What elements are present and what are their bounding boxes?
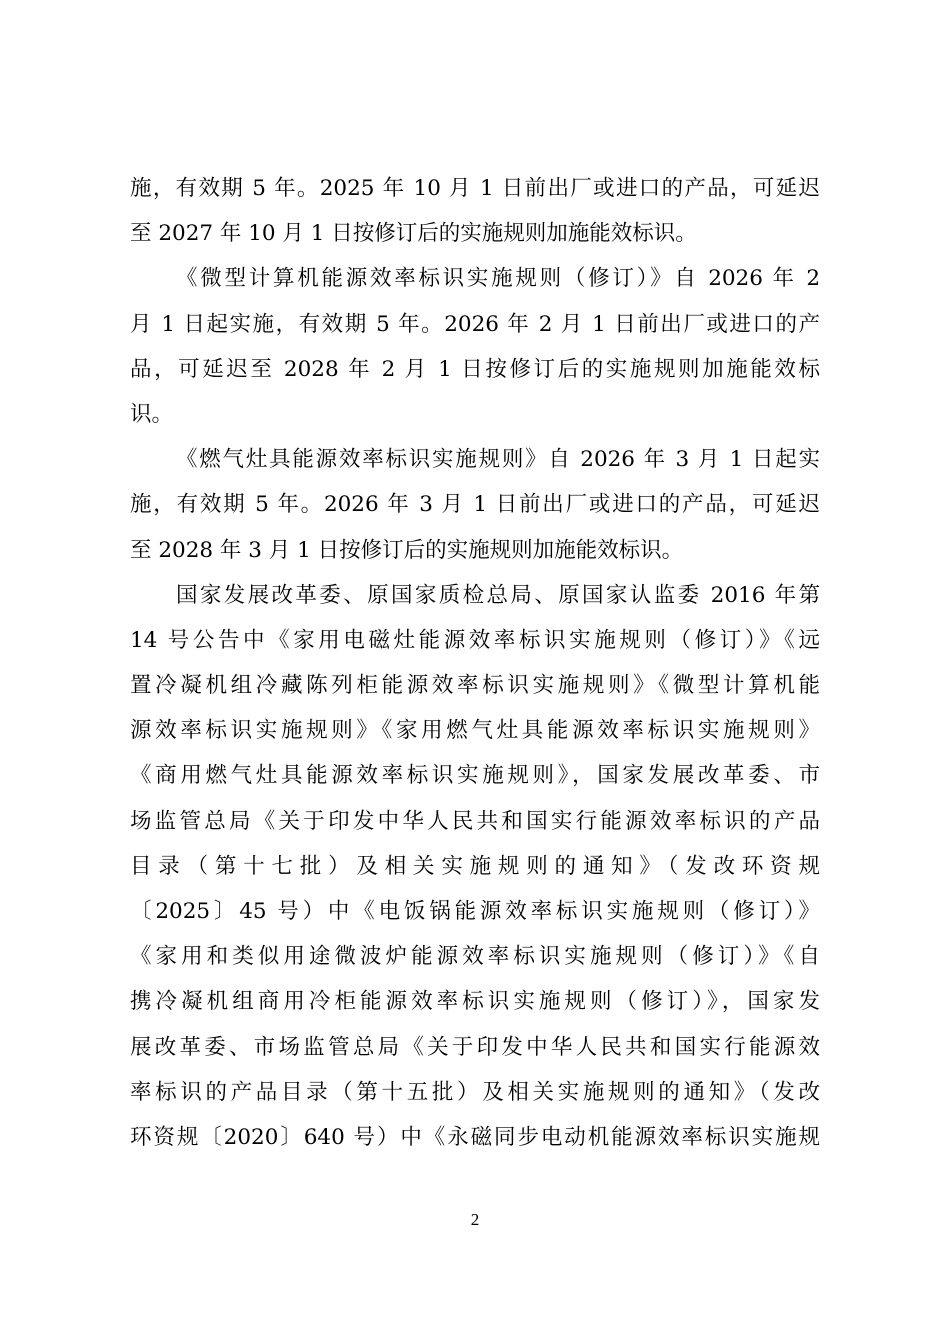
- paragraph-4: [130, 573, 820, 1160]
- text-line: 《微型计算机能源效率标识实施规则（修订）》自 2026 年 2: [176, 266, 820, 292]
- paragraph-2: [130, 256, 820, 437]
- document-body: [130, 166, 820, 1160]
- text-line: 《商用燃气灶具能源效率标识实施规则》，国家发展改革委、市: [130, 763, 820, 789]
- paragraph-1: [130, 166, 820, 256]
- text-line: 识。: [130, 401, 174, 427]
- paragraph-3: [130, 437, 820, 573]
- text-line: 展改革委、市场监管总局《关于印发中华人民共和国实行能源效: [130, 1034, 820, 1060]
- text-line: 《家用和类似用途微波炉能源效率标识实施规则（修订）》《自: [130, 944, 820, 970]
- text-line: 月 1 日起实施，有效期 5 年。2026 年 2 月 1 日前出厂或进口的产: [130, 311, 820, 337]
- text-line: 品，可延迟至 2028 年 2 月 1 日按修订后的实施规则加施能效标: [130, 356, 820, 382]
- text-line: 环资规〔2020〕640 号）中《永磁同步电动机能源效率标识实施规: [130, 1124, 820, 1150]
- text-line: 14 号公告中《家用电磁灶能源效率标识实施规则（修订）》《远: [130, 627, 820, 653]
- text-line: 率标识的产品目录（第十五批）及相关实施规则的通知》（发改: [130, 1079, 820, 1105]
- text-line: 源效率标识实施规则》《家用燃气灶具能源效率标识实施规则》: [130, 718, 820, 744]
- text-line: 目录（第十七批）及相关实施规则的通知》（发改环资规: [130, 853, 820, 879]
- text-line: 场监管总局《关于印发中华人民共和国实行能源效率标识的产品: [130, 808, 820, 834]
- text-line: 施，有效期 5 年。2026 年 3 月 1 日前出厂或进口的产品，可延迟: [130, 492, 820, 518]
- text-line: 《燃气灶具能源效率标识实施规则》自 2026 年 3 月 1 日起实: [176, 447, 820, 473]
- text-line: 施，有效期 5 年。2025 年 10 月 1 日前出厂或进口的产品，可延迟: [130, 176, 820, 201]
- text-line: 〔2025〕45 号）中《电饭锅能源效率标识实施规则（修订）》: [130, 899, 820, 924]
- text-line: 置冷凝机组冷藏陈列柜能源效率标识实施规则》《微型计算机能: [130, 673, 820, 699]
- page-number: 2: [470, 1210, 480, 1229]
- text-line: 国家发展改革委、原国家质检总局、原国家认监委 2016 年第: [176, 582, 820, 608]
- text-line: 携冷凝机组商用冷柜能源效率标识实施规则（修订）》，国家发: [130, 989, 820, 1015]
- text-line: 至 2028 年 3 月 1 日按修订后的实施规则加施能效标识。: [130, 537, 684, 563]
- text-line: 至 2027 年 10 月 1 日按修订后的实施规则加施能效标识。: [130, 221, 697, 247]
